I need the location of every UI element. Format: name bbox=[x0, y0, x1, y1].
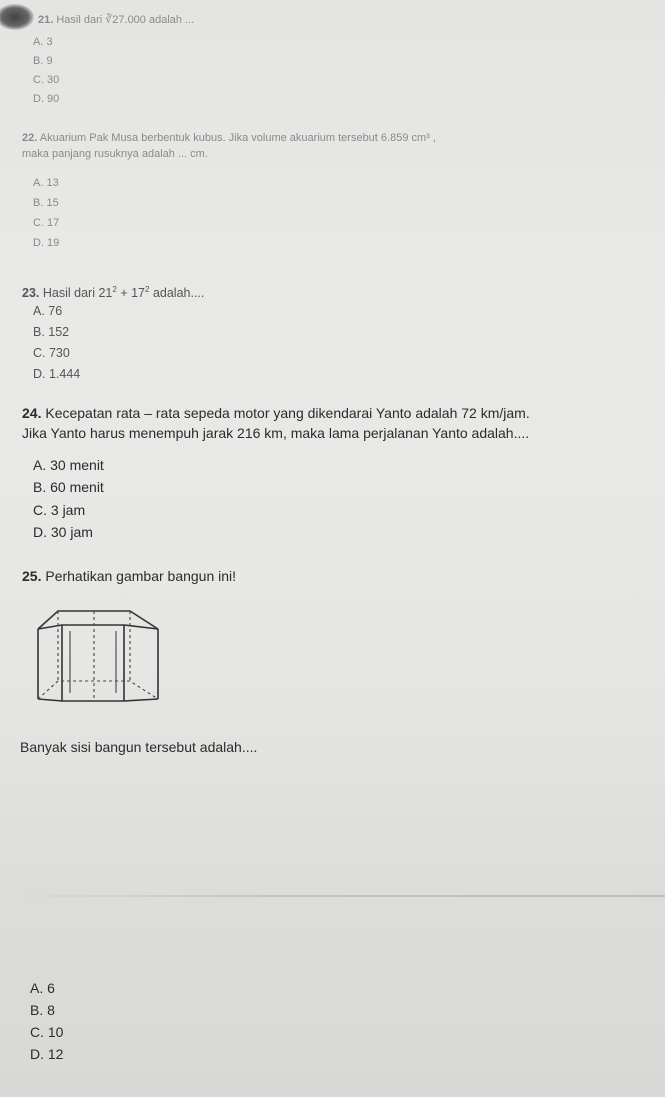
question-25-text: Perhatikan gambar bangun ini! bbox=[45, 568, 237, 584]
bottom-front-edges bbox=[38, 699, 158, 701]
q21-option-c[interactable]: C. 30 bbox=[33, 74, 60, 86]
q24-option-b[interactable]: B. 60 menit bbox=[33, 479, 104, 495]
prism-figure bbox=[30, 601, 160, 711]
hidden-bottom-back-edges bbox=[38, 681, 158, 699]
q22-option-b[interactable]: B. 15 bbox=[33, 197, 59, 209]
expr-exp-a: 2 bbox=[112, 285, 117, 294]
q24-option-a[interactable]: A. 30 menit bbox=[33, 457, 104, 473]
question-23-text: Hasil dari bbox=[42, 286, 95, 301]
question-24-text-line2: Jika Yanto harus menempuh jarak 216 km, maka lama perjalanan Yanto adalah.... bbox=[22, 425, 530, 441]
q25-option-a[interactable]: A. 6 bbox=[30, 980, 55, 996]
top-face-front-edges bbox=[38, 625, 158, 629]
question-23 bbox=[22, 281, 204, 302]
q24-option-d[interactable]: D. 30 jam bbox=[33, 524, 93, 540]
question-24-text-line1: Kecepatan rata – rata sepeda motor yang dikendarai Yanto adalah 72 km/jam. bbox=[45, 405, 530, 421]
q23-option-b[interactable]: B. 152 bbox=[33, 325, 70, 339]
q24-option-c[interactable]: C. 3 jam bbox=[33, 502, 86, 518]
question-22 bbox=[22, 130, 436, 162]
q22-option-a[interactable]: A. 13 bbox=[33, 177, 59, 189]
q22-option-c[interactable]: C. 17 bbox=[33, 217, 60, 229]
q25-option-b[interactable]: B. 8 bbox=[30, 1002, 55, 1018]
expr-plus: + bbox=[120, 286, 128, 301]
q23-option-a[interactable]: A. 76 bbox=[33, 304, 63, 318]
question-25-number: 25. bbox=[22, 568, 42, 584]
question-25-prompt: Banyak sisi bangun tersebut adalah.... bbox=[20, 739, 258, 755]
question-22-text-line2: maka panjang rusuknya adalah ... cm. bbox=[22, 148, 208, 160]
q21-option-a[interactable]: A. 3 bbox=[33, 36, 53, 48]
q23-option-d[interactable]: D. 1.444 bbox=[33, 367, 81, 381]
question-21-text: Hasil dari ∛27.000 adalah ... bbox=[56, 14, 195, 26]
question-22-number: 22. bbox=[22, 132, 38, 144]
dark-smudge bbox=[0, 4, 34, 30]
expr-base-a: 21 bbox=[98, 286, 113, 301]
question-23-number: 23. bbox=[22, 286, 40, 301]
q23-option-c[interactable]: C. 730 bbox=[33, 346, 70, 360]
q25-option-d[interactable]: D. 12 bbox=[30, 1046, 64, 1062]
question-22-text-line1: Akuarium Pak Musa berbentuk kubus. Jika volume akuarium tersebut 6.859 cm³ , bbox=[39, 132, 436, 144]
question-21-number: 21. bbox=[38, 14, 54, 26]
q21-option-b[interactable]: B. 9 bbox=[33, 55, 53, 67]
question-23-text-end: adalah.... bbox=[152, 286, 205, 301]
paper-fold bbox=[0, 895, 665, 897]
q22-option-d[interactable]: D. 19 bbox=[33, 237, 60, 249]
question-24 bbox=[22, 403, 652, 443]
q25-option-c[interactable]: C. 10 bbox=[30, 1024, 64, 1040]
question-25 bbox=[22, 566, 236, 586]
question-24-number: 24. bbox=[22, 405, 42, 421]
expr-base-b: 17 bbox=[131, 286, 146, 301]
question-21 bbox=[38, 12, 194, 28]
q21-option-d[interactable]: D. 90 bbox=[33, 93, 60, 105]
expr-exp-b: 2 bbox=[145, 285, 150, 294]
